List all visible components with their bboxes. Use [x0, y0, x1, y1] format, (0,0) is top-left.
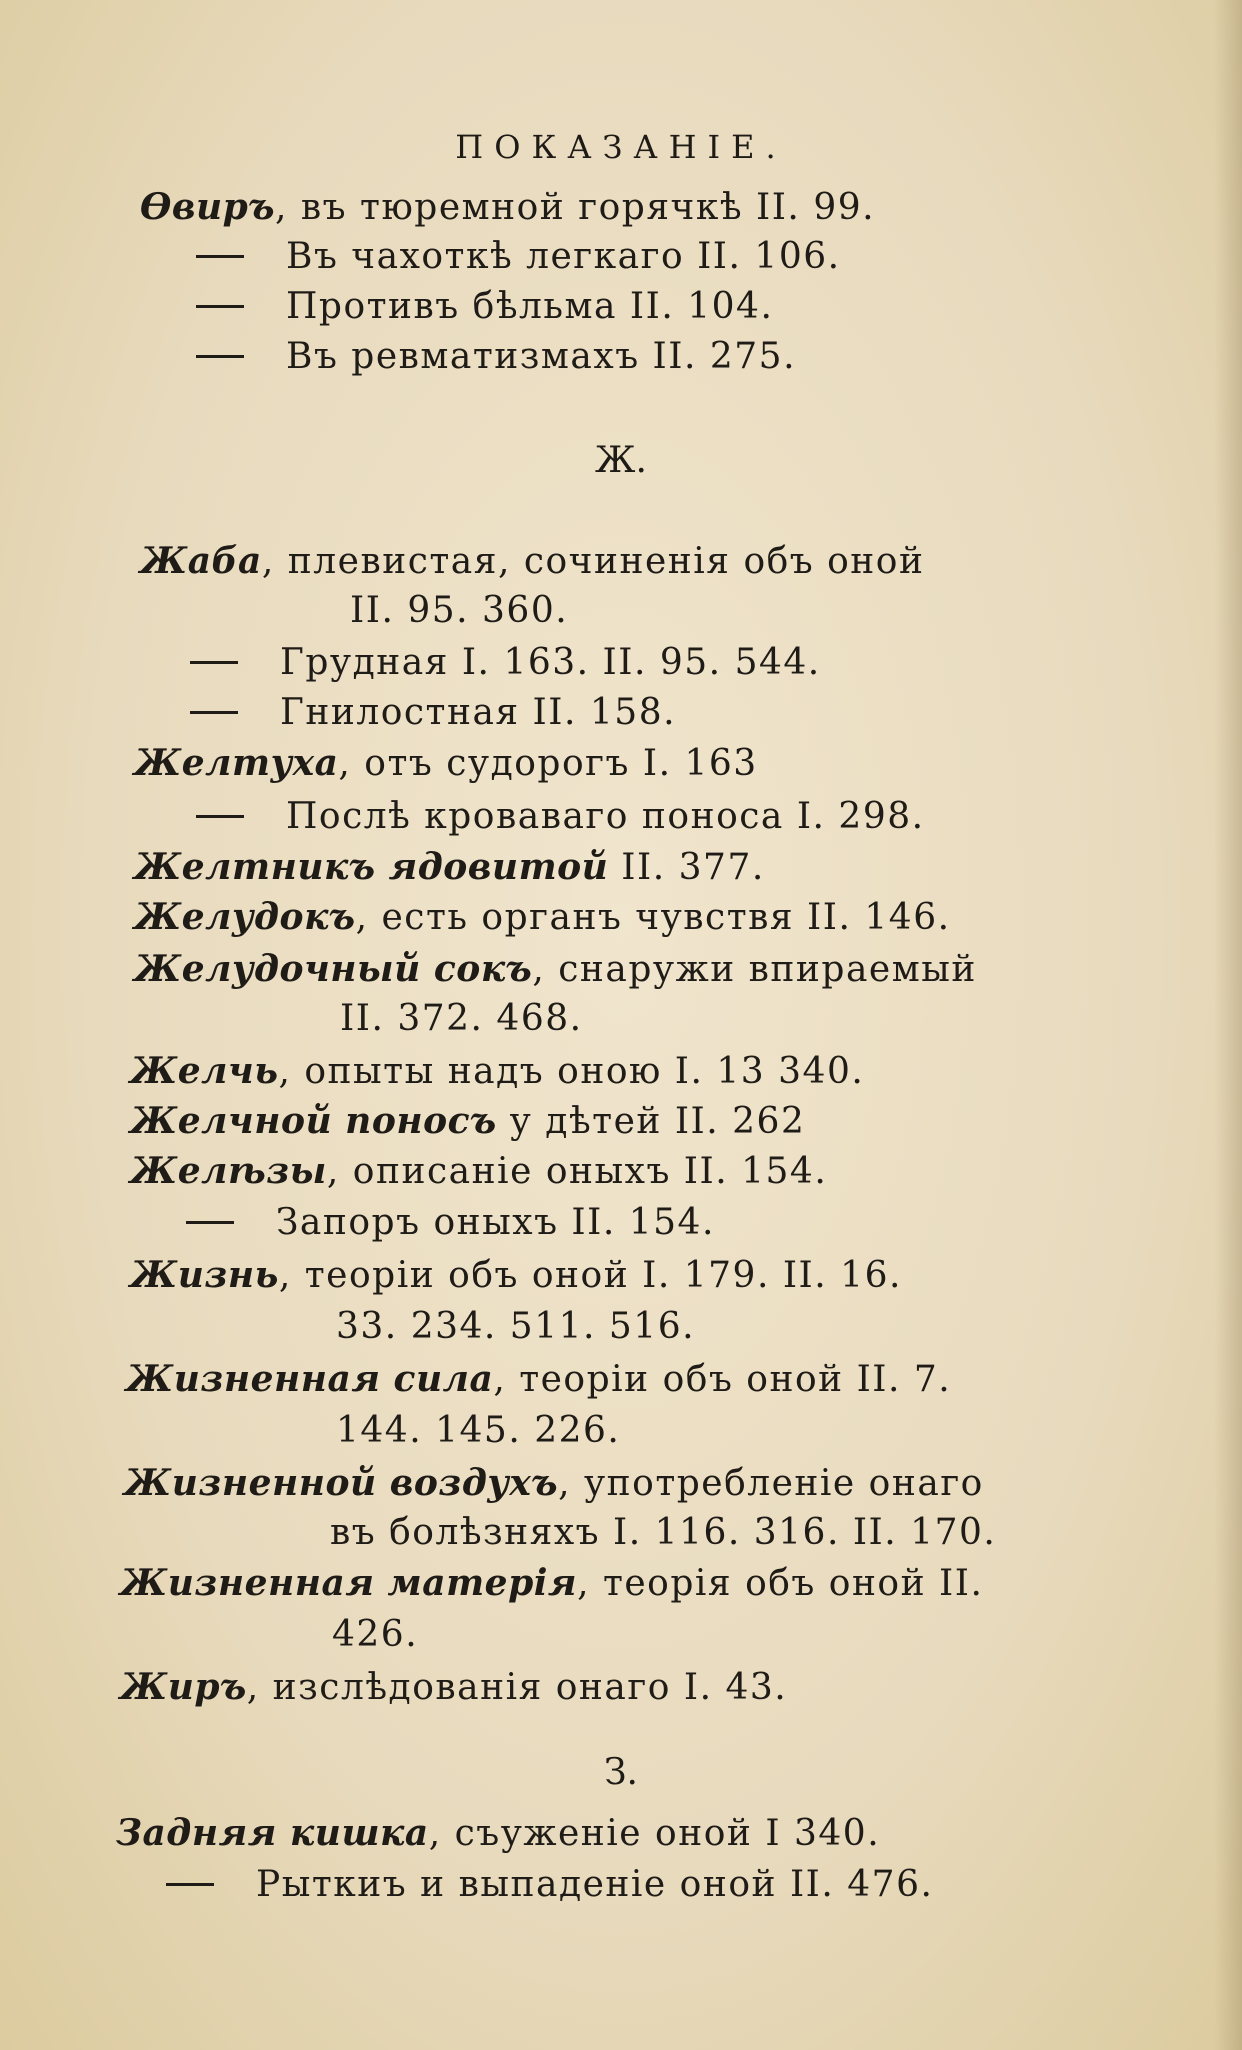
- entry-text: , теорія объ оной II.: [577, 1563, 984, 1604]
- entry-headword: Жизненная матерія: [120, 1562, 578, 1604]
- entry-text: Въ ревматизмахъ II. 275.: [286, 336, 797, 377]
- entry-text: , изслѣдованія онаго I. 43.: [246, 1667, 788, 1708]
- index-subentry: [196, 336, 796, 377]
- entry-text: у дѣтей II. 262: [496, 1101, 806, 1142]
- entry-text: 33. 234. 511. 516.: [336, 1306, 696, 1347]
- entry-text: II. 372. 468.: [340, 998, 583, 1039]
- section-letter-zh: Ж.: [595, 440, 647, 481]
- entry-text: , употребленіе онаго: [558, 1463, 984, 1504]
- index-entry: [130, 1150, 827, 1192]
- dash-mark: [190, 692, 256, 733]
- entry-headword: Желчь: [130, 1050, 279, 1092]
- index-subentry: [186, 1202, 715, 1243]
- index-entry: [126, 1358, 951, 1400]
- entry-headword: Желтникъ ядовитой: [134, 846, 609, 888]
- entry-text: , плевистая, сочиненія объ оной: [261, 541, 925, 582]
- entry-text: Гнилостная II. 158.: [280, 692, 677, 733]
- entry-text: Рыткиъ и выпаденіе оной II. 476.: [256, 1864, 934, 1905]
- index-subentry: [166, 1864, 933, 1905]
- index-entry: [124, 1462, 984, 1504]
- index-entry: [130, 1254, 902, 1296]
- entry-headword: Желудочный сокъ: [134, 948, 533, 990]
- index-subentry: [196, 796, 925, 837]
- entry-text: , отъ судорогъ I. 163: [338, 743, 758, 784]
- entry-text: Въ чахоткѣ легкаго II. 106.: [286, 236, 841, 277]
- entry-text: II. 377.: [608, 847, 765, 888]
- dash-mark: [196, 236, 262, 277]
- dash-mark: [190, 642, 256, 683]
- entry-text: 144. 145. 226.: [336, 1410, 621, 1451]
- entry-headword: Желчной поносъ: [130, 1100, 497, 1142]
- entry-text: , есть органъ чувствя II. 146.: [355, 897, 951, 938]
- entry-text: Грудная I. 163. II. 95. 544.: [280, 642, 821, 683]
- entry-headword: Желтуха: [134, 742, 339, 784]
- index-subentry: [196, 236, 841, 277]
- entry-text: , теоріи объ оной II. 7.: [493, 1359, 952, 1400]
- index-subentry: [190, 692, 676, 733]
- index-entry: [130, 1050, 864, 1092]
- index-entry: [134, 846, 765, 888]
- section-letter-z: З.: [604, 1752, 638, 1793]
- entry-headword: Жаба: [140, 540, 262, 582]
- entry-text: Противъ бѣльма II. 104.: [286, 286, 774, 327]
- dash-mark: [166, 1864, 232, 1905]
- entry-headword: Ѳвиръ: [140, 186, 276, 228]
- index-entry-continuation: [336, 1410, 620, 1451]
- index-entry: [116, 1812, 880, 1854]
- entry-text: , снаружи впираемый: [532, 949, 977, 990]
- entry-headword: Жиръ: [120, 1666, 247, 1708]
- entry-text: II. 95. 360.: [350, 590, 569, 631]
- entry-text: , въ тюремной горячкѣ II. 99.: [275, 187, 876, 228]
- index-entry: [140, 186, 875, 228]
- entry-text: , съуженіе оной I 340.: [428, 1813, 881, 1854]
- entry-text: Послѣ кроваваго поноса I. 298.: [286, 796, 925, 837]
- entry-headword: Желѣзы: [130, 1150, 327, 1192]
- index-entry: [120, 1666, 787, 1708]
- index-entry: [130, 1100, 805, 1142]
- index-subentry: [190, 642, 821, 683]
- page-gutter-shadow: [1214, 0, 1242, 2050]
- entry-headword: Жизненной воздухъ: [124, 1462, 559, 1504]
- entry-text: , описаніе оныхъ II. 154.: [326, 1151, 828, 1192]
- entry-text: , теоріи объ оной I. 179. II. 16.: [278, 1255, 902, 1296]
- entry-headword: Жизненная сила: [126, 1358, 494, 1400]
- dash-mark: [196, 796, 262, 837]
- index-entry: [134, 742, 758, 784]
- dash-mark: [196, 336, 262, 377]
- index-entry-continuation: [332, 1614, 418, 1655]
- entry-text: , опыты надъ оною I. 13 340.: [278, 1051, 865, 1092]
- index-entry-continuation: [330, 1512, 996, 1553]
- index-entry-continuation: [350, 590, 568, 631]
- index-entry-continuation: [336, 1306, 695, 1347]
- index-entry: [140, 540, 924, 582]
- entry-headword: Задняя кишка: [116, 1812, 429, 1854]
- page-header: ПОКАЗАНІЕ.: [455, 128, 787, 166]
- index-entry-continuation: [340, 998, 583, 1039]
- entry-text: въ болѣзняхъ I. 116. 316. II. 170.: [330, 1512, 997, 1553]
- index-entry: [134, 896, 951, 938]
- entry-headword: Желудокъ: [134, 896, 356, 938]
- entry-text: Запоръ оныхъ II. 154.: [276, 1202, 715, 1243]
- entry-text: 426.: [332, 1614, 419, 1655]
- index-entry: [134, 948, 977, 990]
- dash-mark: [186, 1202, 252, 1243]
- entry-headword: Жизнь: [130, 1254, 279, 1296]
- index-subentry: [196, 286, 773, 327]
- dash-mark: [196, 286, 262, 327]
- index-entry: [120, 1562, 983, 1604]
